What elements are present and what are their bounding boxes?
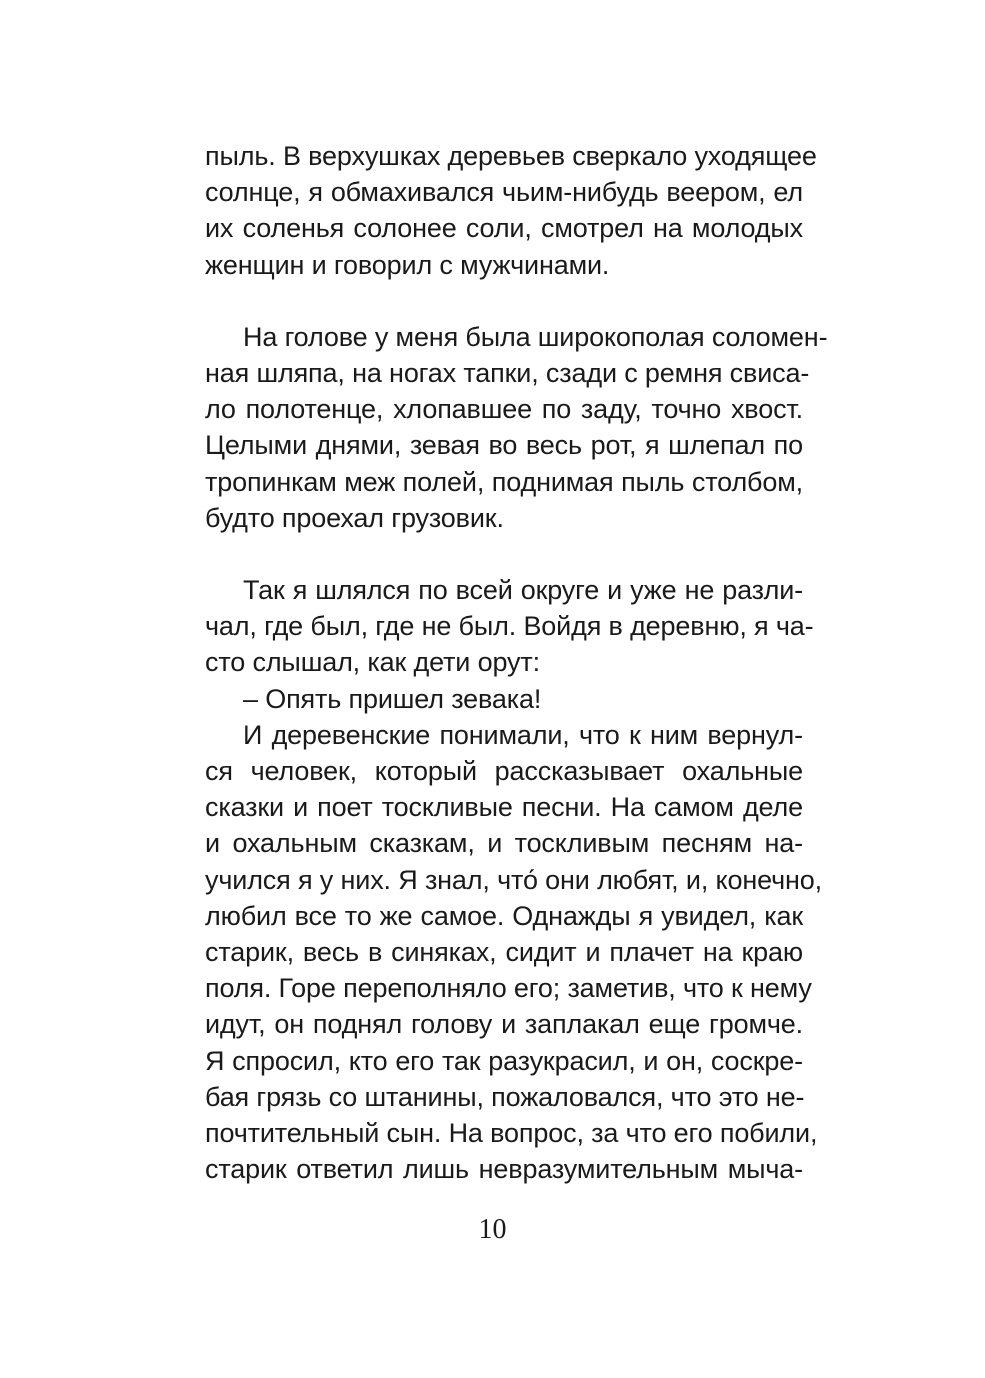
text-line: пыль. В верхушках деревьев сверкало уходящее [205,141,817,171]
paragraph-3 [205,572,814,717]
paragraph-gap [205,536,803,572]
paragraph-2 [205,319,828,536]
text-line: женщин и говорил с мужчинами. [205,249,610,280]
text-line: ная шляпа, на ногах тапки, сзади с ремня свиса- [205,358,810,389]
text-line: И деревенские понимали, что к ним вернул- [243,719,803,750]
paragraph-4 [205,717,822,1188]
text-line: и охальным сказкам, и тоскливым песням на- [205,828,803,859]
paragraph-1 [205,138,817,283]
text-line: На голове у меня была широкополая соломен- [243,321,828,352]
text-line: идут, он поднял голову и заплакал еще громче. [205,1009,803,1040]
text-line: сто слышал, как дети орут: [205,647,540,678]
text-line: ло полотенце, хлопавшее по заду, точно хвост. [205,394,803,425]
text-line: солнце, я обмахивался чьим-нибудь веером, ел [205,177,803,208]
text-line: учился я у них. Я знал, что́ они любят, и, конечно, [205,864,822,895]
text-line: сказки и поет тоскливые песни. На самом деле [205,792,803,823]
dialogue-line: – Опять пришел зевака! [243,683,542,714]
text-line: старик ответил лишь невразумительным мыча- [205,1154,803,1185]
text-line: будто проехал грузовик. [205,502,504,533]
text-line: Целыми днями, зевая во весь рот, я шлепал по [205,430,803,461]
text-line: старик, весь в синяках, сидит и плачет на краю [205,937,803,968]
text-line: тропинкам меж полей, поднимая пыль столбом, [205,466,803,497]
text-line: ся человек, который рассказывает охальные [205,756,803,787]
body-text [205,138,828,1187]
text-line: Я спросил, кто его так разукрасил, и он, соскре- [205,1045,803,1076]
text-line: чал, где был, где не был. Войдя в деревню, я ча- [205,611,814,642]
text-line: почтительный сын. На вопрос, за что его побили, [205,1118,818,1149]
page-number: 10 [478,1214,507,1245]
text-line: Так я шлялся по всей округе и уже не разли- [243,575,803,606]
text-line: бая грязь со штанины, пожаловался, что это не- [205,1081,805,1112]
text-line: любил все то же самое. Однажды я увидел, как [205,900,803,931]
text-line: их соленья солонее соли, смотрел на молодых [205,213,803,244]
text-line: поля. Горе переполняло его; заметив, что к нему [205,973,812,1004]
paragraph-gap [205,283,803,319]
